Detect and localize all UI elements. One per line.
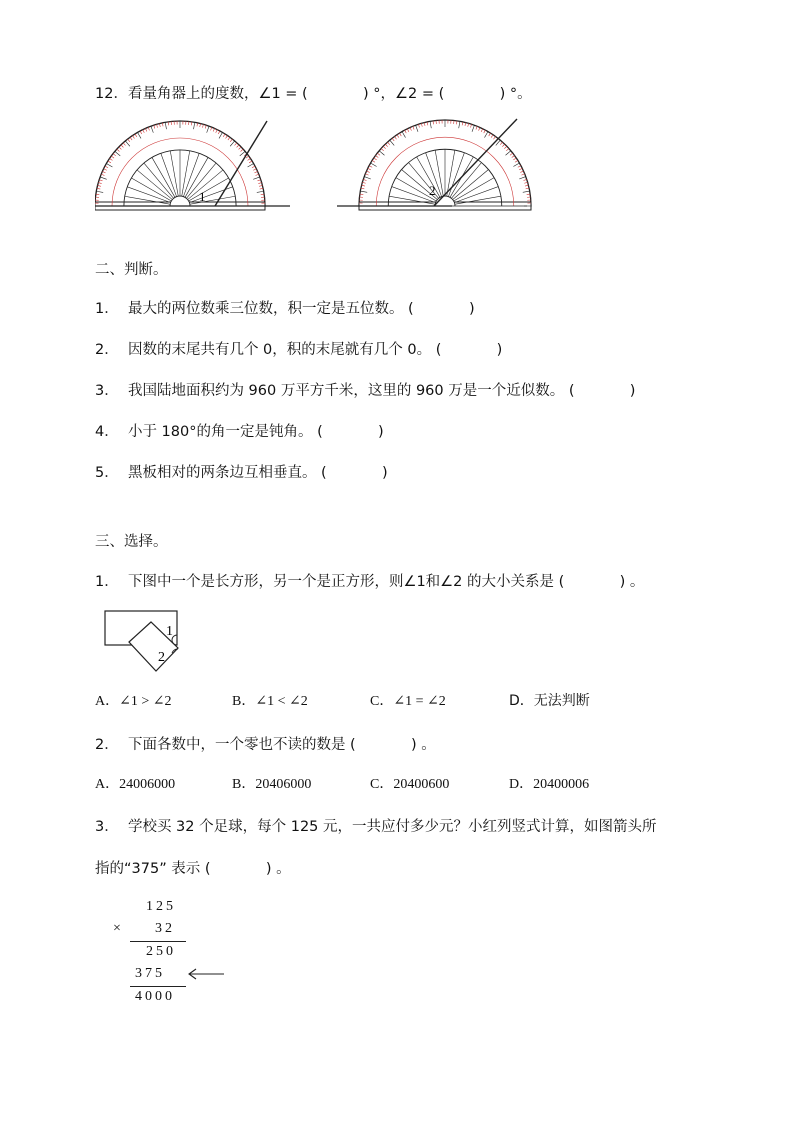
- choice-q1-option-d: D．无法判断: [509, 693, 590, 709]
- figure-label-2: 2: [158, 650, 165, 665]
- q12-text: 12．看量角器上的度数，∠1 = ( ) °，∠2 = ( ) °。: [95, 86, 532, 102]
- judge-item-1: 1． 最大的两位数乘三位数，积一定是五位数。 ( ): [95, 301, 475, 317]
- arrow-left-icon: [186, 966, 226, 982]
- section3-heading: 三、选择。: [95, 534, 168, 550]
- protractor-1-angle-label: 1: [199, 189, 206, 204]
- calc-partial-1: 250: [146, 944, 176, 959]
- rectangle-square-figure: [100, 608, 200, 673]
- choice-q2-option-b: B．20406000: [232, 777, 312, 792]
- choice-q1-option-c: C．∠1 = ∠2: [370, 694, 446, 709]
- choice-q2-text: 2． 下面各数中，一个零也不读的数是 ( ) 。: [95, 737, 436, 753]
- figure-label-1: 1: [166, 624, 173, 639]
- choice-q1-text: 1． 下图中一个是长方形，另一个是正方形，则∠1和∠2 的大小关系是 ( ) 。: [95, 574, 645, 590]
- judge-item-4: 4． 小于 180°的角一定是钝角。 ( ): [95, 424, 384, 440]
- choice-q2-option-c: C．20400600: [370, 777, 450, 792]
- protractor-1: [95, 115, 295, 215]
- judge-item-3: 3． 我国陆地面积约为 960 万平方千米，这里的 960 万是一个近似数。 ( ): [95, 383, 636, 399]
- judge-item-2: 2． 因数的末尾共有几个 0，积的末尾就有几个 0。 ( ): [95, 342, 503, 358]
- choice-q2-option-d: D．20400006: [509, 777, 590, 792]
- calc-multiplier: 32: [155, 921, 175, 936]
- calc-line-1: [130, 941, 186, 942]
- calc-multiplicand: 125: [146, 899, 176, 914]
- protractor-2-angle-label: 2: [429, 183, 436, 198]
- choice-q3-text-line2: 指的“375” 表示 ( ) 。: [95, 861, 291, 877]
- calc-line-2: [130, 986, 186, 987]
- choice-q2-option-a: A．24006000: [95, 777, 176, 792]
- calc-result: 4000: [135, 989, 175, 1004]
- calc-partial-2: 375: [135, 966, 165, 981]
- choice-q1-option-b: B．∠1 < ∠2: [232, 694, 308, 709]
- protractor-2: [337, 115, 537, 215]
- section2-heading: 二、判断。: [95, 262, 168, 278]
- calc-times-sign: ×: [113, 921, 124, 936]
- choice-q3-text-line1: 3． 学校买 32 个足球，每个 125 元，一共应付多少元？小红列竖式计算，如图箭头所: [95, 819, 657, 835]
- judge-item-5: 5． 黑板相对的两条边互相垂直。 ( ): [95, 465, 388, 481]
- choice-q1-option-a: A．∠1 > ∠2: [95, 694, 172, 709]
